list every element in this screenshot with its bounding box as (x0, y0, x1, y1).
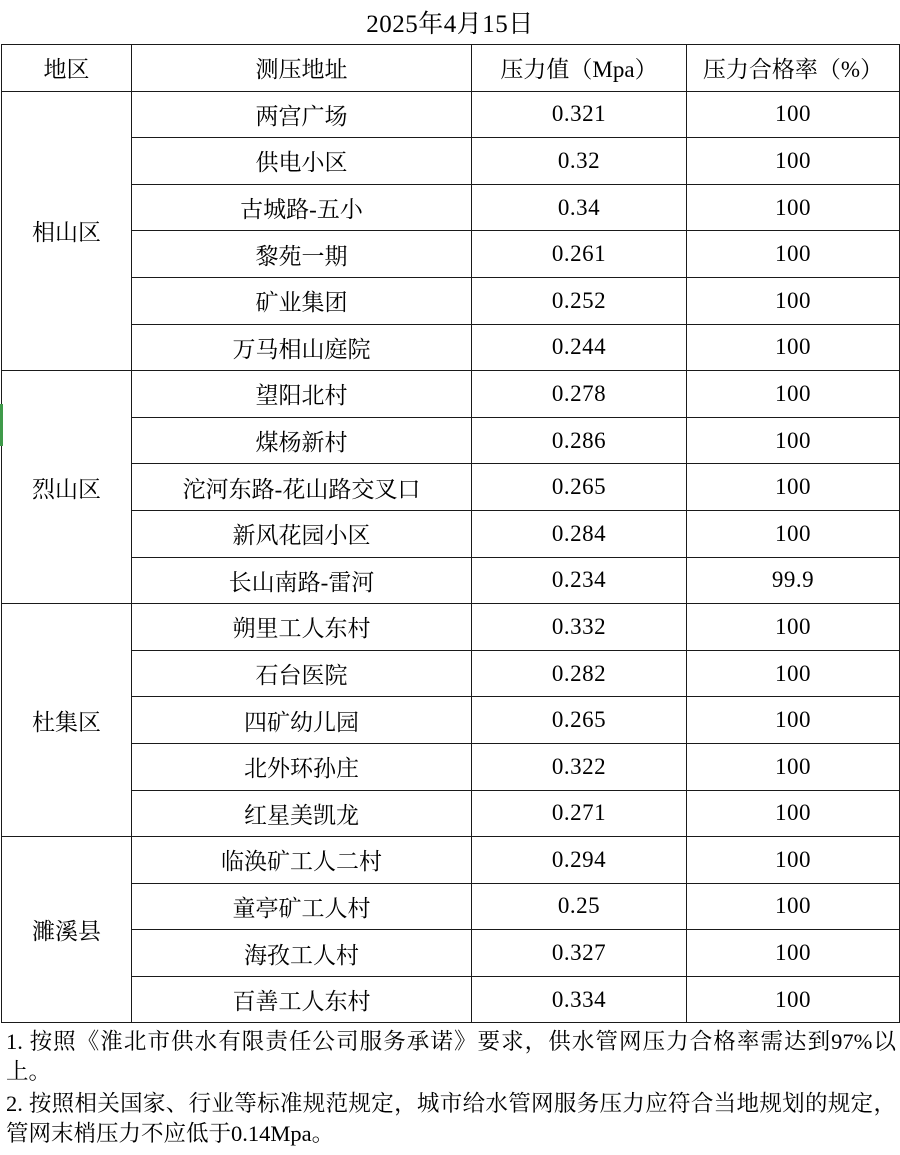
address-cell: 石台医院 (132, 650, 472, 697)
address-cell: 古城路-五小 (132, 184, 472, 231)
table-header (2, 45, 900, 92)
rate-cell: 100 (687, 650, 900, 697)
rate-cell: 100 (687, 930, 900, 977)
rate-cell: 100 (687, 91, 900, 138)
pressure-cell: 0.321 (472, 91, 687, 138)
pressure-cell: 0.334 (472, 976, 687, 1023)
address-cell: 万马相山庭院 (132, 324, 472, 371)
table-row (2, 417, 900, 464)
address-cell: 长山南路-雷河 (132, 557, 472, 604)
column-header-address: 测压地址 (132, 45, 472, 92)
column-header-rate: 压力合格率（%） (687, 45, 900, 92)
table-row (2, 510, 900, 557)
pressure-cell: 0.252 (472, 277, 687, 324)
table-row (2, 743, 900, 790)
pressure-cell: 0.244 (472, 324, 687, 371)
address-cell: 童亭矿工人村 (132, 883, 472, 930)
table-body (2, 91, 900, 1023)
address-cell: 四矿幼儿园 (132, 697, 472, 744)
pressure-cell: 0.261 (472, 231, 687, 278)
pressure-table (1, 44, 900, 1023)
table-row (2, 837, 900, 884)
pressure-cell: 0.234 (472, 557, 687, 604)
table-row (2, 138, 900, 185)
table-row (2, 371, 900, 418)
pressure-cell: 0.265 (472, 697, 687, 744)
pressure-cell: 0.332 (472, 604, 687, 651)
address-cell: 朔里工人东村 (132, 604, 472, 651)
address-cell: 海孜工人村 (132, 930, 472, 977)
table-row (2, 790, 900, 837)
table-row (2, 650, 900, 697)
row-selection-marker (0, 404, 3, 446)
address-cell: 两宫广场 (132, 91, 472, 138)
footnote-2: 2. 按照相关国家、行业等标准规范规定，城市给水管网服务压力应符合当地规划的规定，管网末梢压力不应低于0.14Mpa。 (6, 1091, 896, 1147)
rate-cell: 100 (687, 184, 900, 231)
table-row (2, 930, 900, 977)
table-row (2, 697, 900, 744)
pressure-cell: 0.265 (472, 464, 687, 511)
rate-cell: 100 (687, 976, 900, 1023)
region-cell-suixi: 濉溪县 (2, 837, 132, 1023)
rate-cell: 100 (687, 743, 900, 790)
pressure-cell: 0.282 (472, 650, 687, 697)
rate-cell: 99.9 (687, 557, 900, 604)
rate-cell: 100 (687, 604, 900, 651)
table-row (2, 324, 900, 371)
column-header-region: 地区 (2, 45, 132, 92)
table-row (2, 464, 900, 511)
table-row (2, 184, 900, 231)
page-title (0, 0, 900, 44)
region-cell-duji: 杜集区 (2, 604, 132, 837)
rate-cell: 100 (687, 231, 900, 278)
table-row (2, 91, 900, 138)
footnotes (6, 1027, 896, 1149)
region-cell-lieshan: 烈山区 (2, 371, 132, 604)
table-row (2, 976, 900, 1023)
address-cell: 临涣矿工人二村 (132, 837, 472, 884)
address-cell: 煤杨新村 (132, 417, 472, 464)
table-row (2, 277, 900, 324)
address-cell: 百善工人东村 (132, 976, 472, 1023)
footnote-1: 1. 按照《淮北市供水有限责任公司服务承诺》要求，供水管网压力合格率需达到97%以上。 (6, 1029, 896, 1085)
table-row (2, 231, 900, 278)
rate-cell: 100 (687, 417, 900, 464)
pressure-cell: 0.286 (472, 417, 687, 464)
rate-cell: 100 (687, 697, 900, 744)
address-cell: 北外环孙庄 (132, 743, 472, 790)
pressure-cell: 0.271 (472, 790, 687, 837)
address-cell: 供电小区 (132, 138, 472, 185)
pressure-cell: 0.284 (472, 510, 687, 557)
rate-cell: 100 (687, 138, 900, 185)
rate-cell: 100 (687, 371, 900, 418)
table-row (2, 557, 900, 604)
address-cell: 矿业集团 (132, 277, 472, 324)
rate-cell: 100 (687, 790, 900, 837)
pressure-cell: 0.294 (472, 837, 687, 884)
address-cell: 新风花园小区 (132, 510, 472, 557)
rate-cell: 100 (687, 510, 900, 557)
pressure-cell: 0.327 (472, 930, 687, 977)
rate-cell: 100 (687, 837, 900, 884)
rate-cell: 100 (687, 324, 900, 371)
pressure-cell: 0.322 (472, 743, 687, 790)
address-cell: 望阳北村 (132, 371, 472, 418)
rate-cell: 100 (687, 464, 900, 511)
address-cell: 沱河东路-花山路交叉口 (132, 464, 472, 511)
pressure-cell: 0.32 (472, 138, 687, 185)
column-header-pressure: 压力值（Mpa） (472, 45, 687, 92)
region-cell-xiangshan: 相山区 (2, 91, 132, 371)
address-cell: 红星美凯龙 (132, 790, 472, 837)
pressure-cell: 0.278 (472, 371, 687, 418)
address-cell: 黎苑一期 (132, 231, 472, 278)
pressure-cell: 0.34 (472, 184, 687, 231)
table-row (2, 883, 900, 930)
header-row (2, 45, 900, 92)
table-row (2, 604, 900, 651)
rate-cell: 100 (687, 277, 900, 324)
title-text: 2025年4月15日 (366, 11, 534, 38)
pressure-cell: 0.25 (472, 883, 687, 930)
rate-cell: 100 (687, 883, 900, 930)
